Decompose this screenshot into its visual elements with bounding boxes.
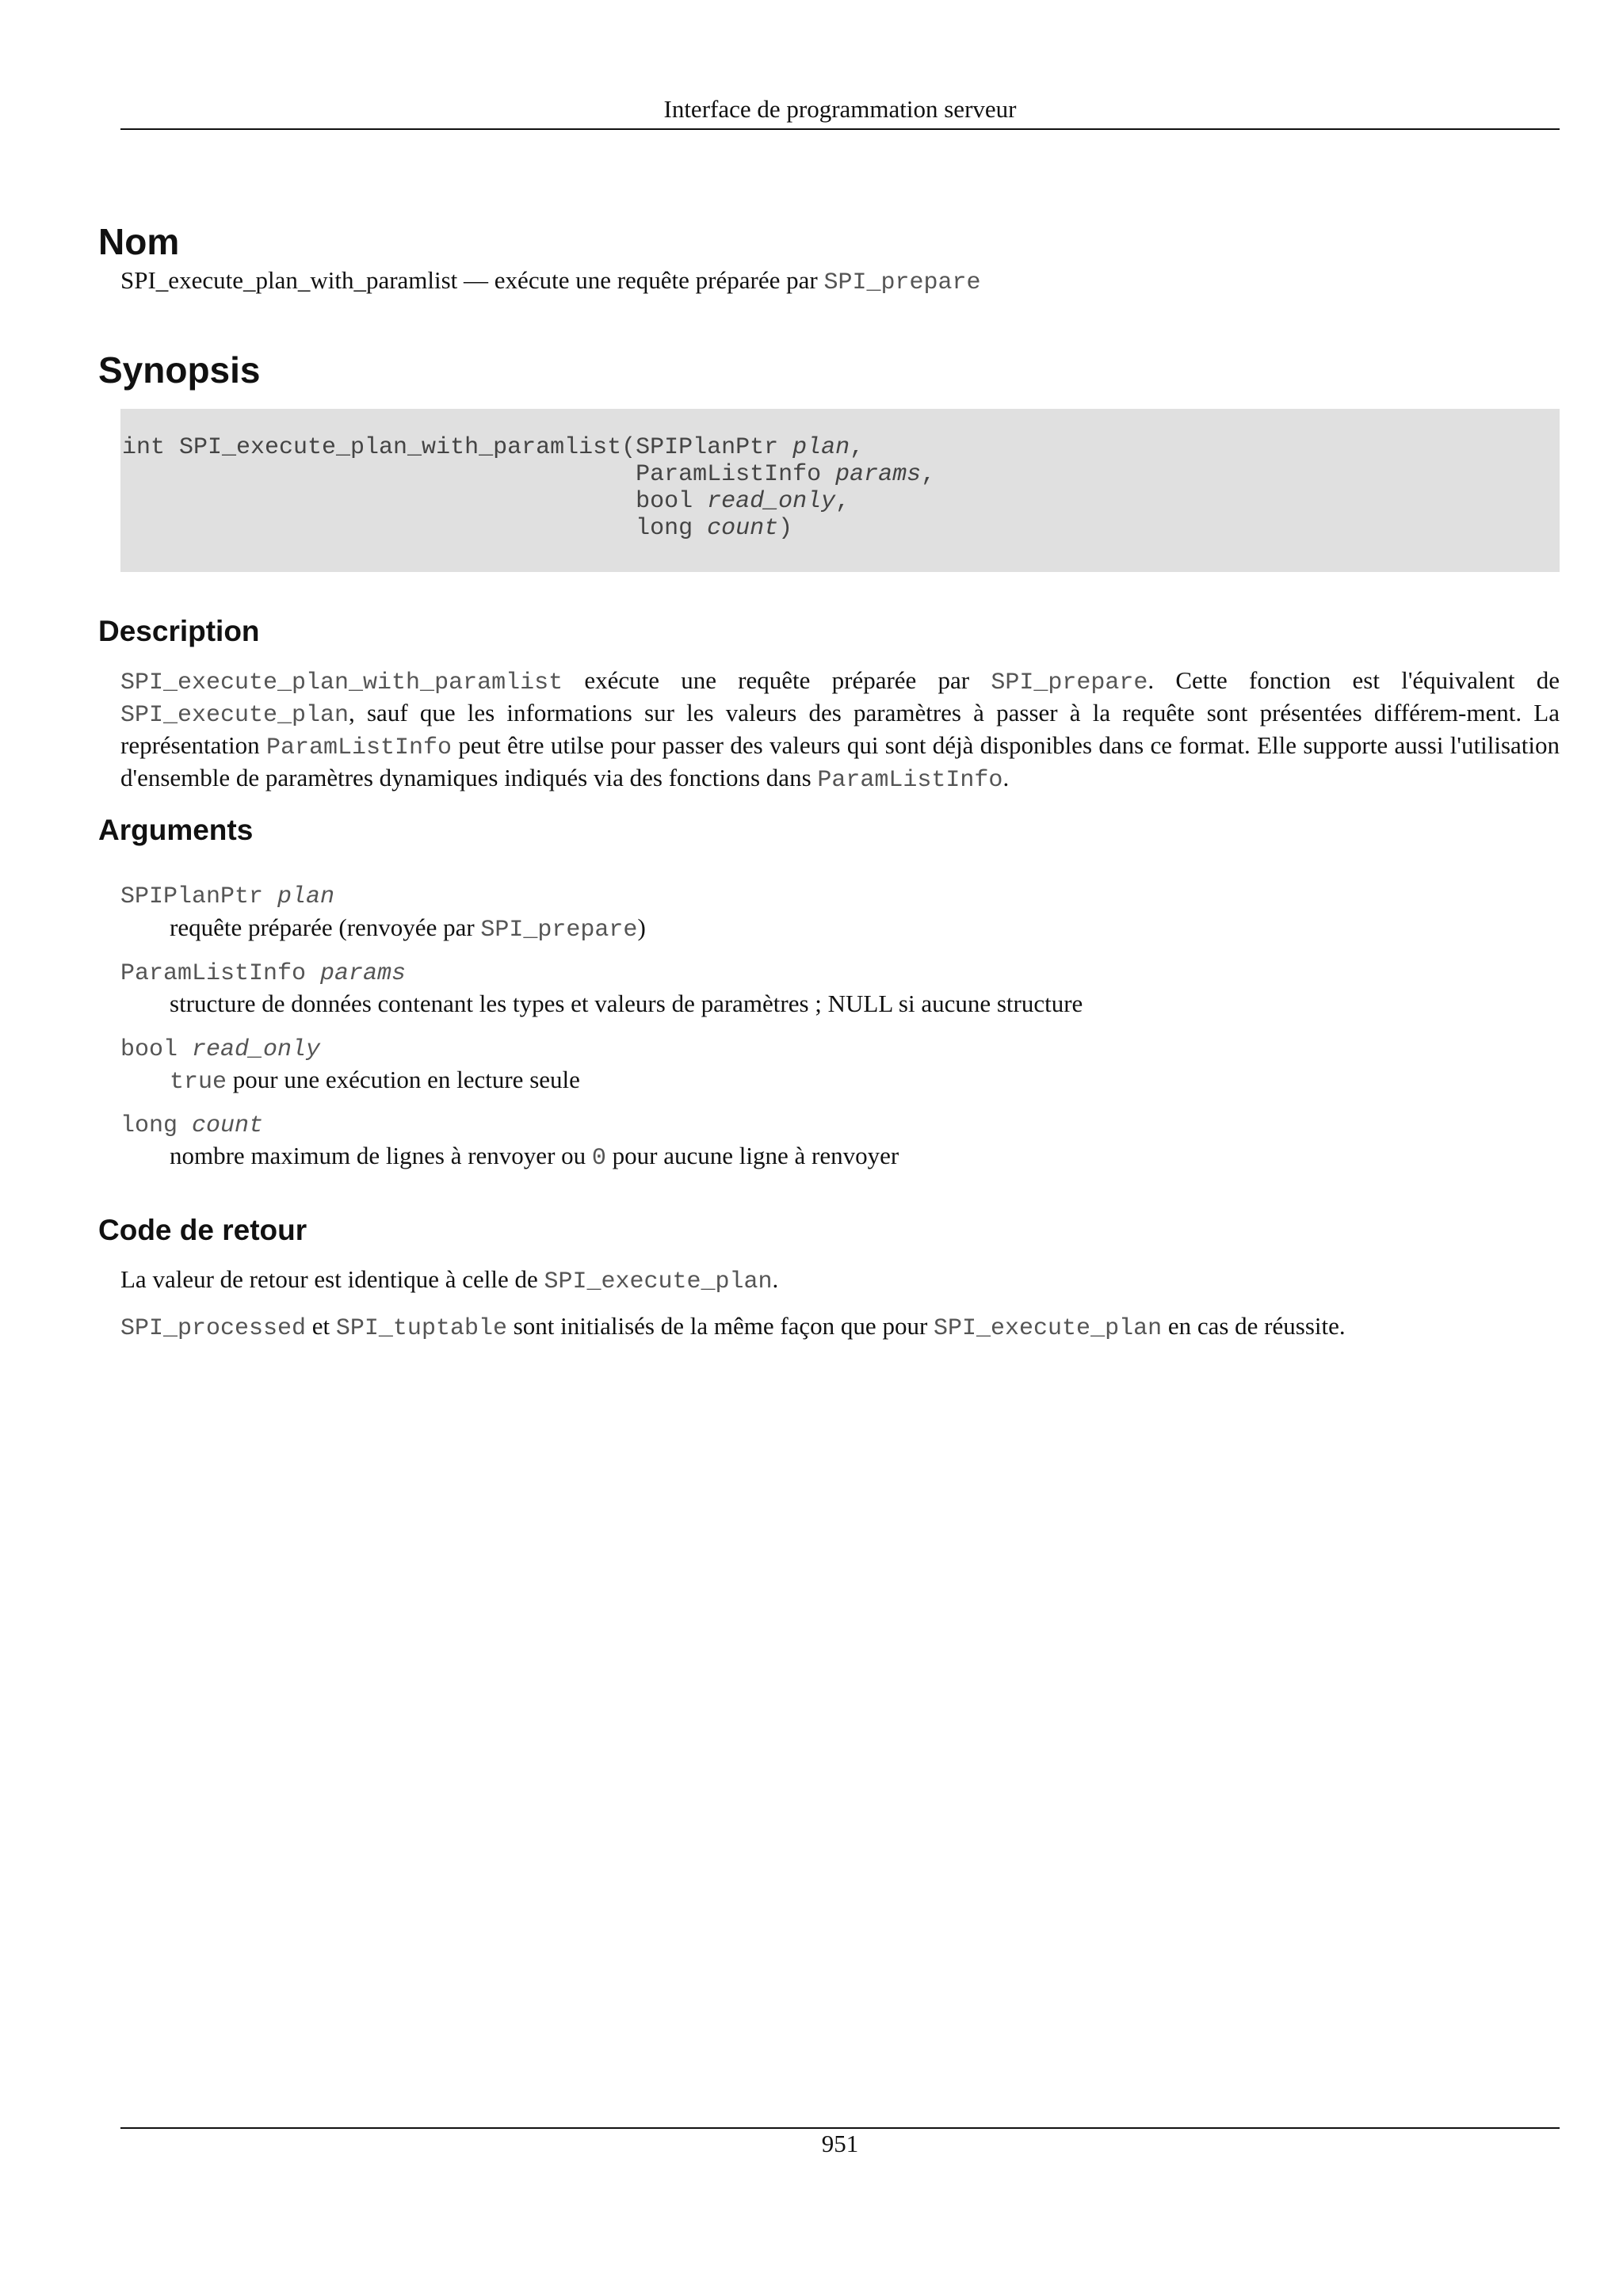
heading-description: Description [98, 615, 260, 647]
argument-text: nombre maximum de lignes à renvoyer ou [170, 1142, 592, 1169]
return-text: sont initialisés de la même façon que pour [506, 1312, 934, 1340]
description-text-3: , sauf que les informations sur les valeurs des paramètres à passer à la requête sont présentées différem-ment. La représentation [120, 699, 1560, 759]
synopsis-punct-3: , [835, 488, 850, 515]
description-text-2: . Cette fonction est l'équivalent de [1148, 666, 1560, 694]
argument-term [120, 1035, 320, 1065]
synopsis-punct-4: ) [778, 515, 793, 542]
argument-type: ParamListInfo [120, 960, 321, 987]
description-code-5: ParamListInfo [817, 767, 1003, 794]
argument-code: true [170, 1069, 227, 1096]
return-text: La valeur de retour est identique à celle de [120, 1265, 544, 1293]
synopsis-line-4: long [636, 515, 708, 542]
header-rule [120, 128, 1560, 130]
argument-definition [170, 913, 646, 945]
synopsis-punct-2: , [921, 461, 936, 488]
heading-synopsis: Synopsis [98, 349, 261, 391]
heading-arguments: Arguments [98, 814, 254, 846]
argument-name: read_only [192, 1036, 321, 1063]
synopsis-punct-1: , [850, 434, 865, 461]
synopsis-param-params: params [835, 461, 922, 488]
synopsis-line-3: bool [636, 488, 708, 515]
description-code-1: SPI_execute_plan_with_paramlist [120, 669, 563, 696]
argument-definition [170, 1141, 899, 1173]
argument-text: requête préparée (renvoyée par [170, 913, 481, 941]
argument-text: structure de données contenant les types et valeurs de paramètres ; NULL si aucune structure [170, 990, 1083, 1017]
description-text-5: . [1002, 764, 1010, 791]
function-name: SPI_execute_plan_with_paramlist [120, 266, 458, 294]
argument-code: 0 [591, 1145, 606, 1172]
argument-type: bool [120, 1036, 193, 1063]
synopsis-param-count: count [707, 515, 779, 542]
description-code-3: SPI_execute_plan [120, 702, 349, 729]
argument-definition [170, 989, 1083, 1021]
return-code: SPI_tuptable [335, 1315, 507, 1342]
return-code: SPI_execute_plan [934, 1315, 1163, 1342]
description-text-4: peut être utilse pour passer des valeurs qui sont déjà disponibles dans ce format. Elle supporte aussi l'utilisation d'ensemble de paramètres dynamiques indiqués via des fonctions dans [120, 731, 1560, 791]
argument-type: SPIPlanPtr [120, 883, 278, 910]
return-text: en cas de réussite. [1162, 1312, 1346, 1340]
running-header: Interface de programmation serveur [663, 95, 1017, 123]
argument-code: SPI_prepare [480, 917, 638, 944]
nom-paragraph [120, 265, 1560, 298]
argument-text: pour une exécution en lecture seule [227, 1066, 580, 1093]
heading-nom: Nom [98, 221, 180, 262]
argument-name: count [192, 1112, 264, 1139]
description-code-2: SPI_prepare [991, 669, 1148, 696]
argument-type: long [120, 1112, 193, 1139]
description-code-4: ParamListInfo [265, 734, 452, 761]
synopsis-indent [122, 488, 636, 515]
return-text: et [306, 1312, 336, 1340]
return-text: . [772, 1265, 779, 1293]
synopsis-line-1: int SPI_execute_plan_with_paramlist(SPIPlanPtr [122, 434, 793, 461]
synopsis-indent [122, 461, 636, 488]
return-code: SPI_execute_plan [544, 1268, 773, 1295]
synopsis-indent [122, 515, 636, 542]
page-number: 951 [821, 2130, 859, 2157]
synopsis-line-2: ParamListInfo [636, 461, 836, 488]
return-paragraph-2 [120, 1311, 1560, 1344]
description-text-1: exécute une requête préparée par [563, 666, 991, 694]
argument-definition [170, 1065, 580, 1097]
argument-name: plan [277, 883, 335, 910]
nom-description: — exécute une requête préparée par [457, 266, 824, 294]
argument-text: ) [637, 913, 646, 941]
synopsis-code [122, 434, 935, 542]
synopsis-param-plan: plan [792, 434, 850, 461]
nom-code: SPI_prepare [823, 269, 981, 296]
argument-term [120, 882, 334, 912]
return-code: SPI_processed [120, 1315, 307, 1342]
synopsis-param-read-only: read_only [707, 488, 836, 515]
heading-code-de-retour: Code de retour [98, 1214, 307, 1246]
argument-name: params [320, 960, 407, 987]
return-paragraph-1 [120, 1264, 1560, 1297]
argument-text: pour aucune ligne à renvoyer [605, 1142, 899, 1169]
argument-term [120, 959, 406, 989]
argument-term [120, 1111, 263, 1141]
description-paragraph [120, 666, 1560, 795]
